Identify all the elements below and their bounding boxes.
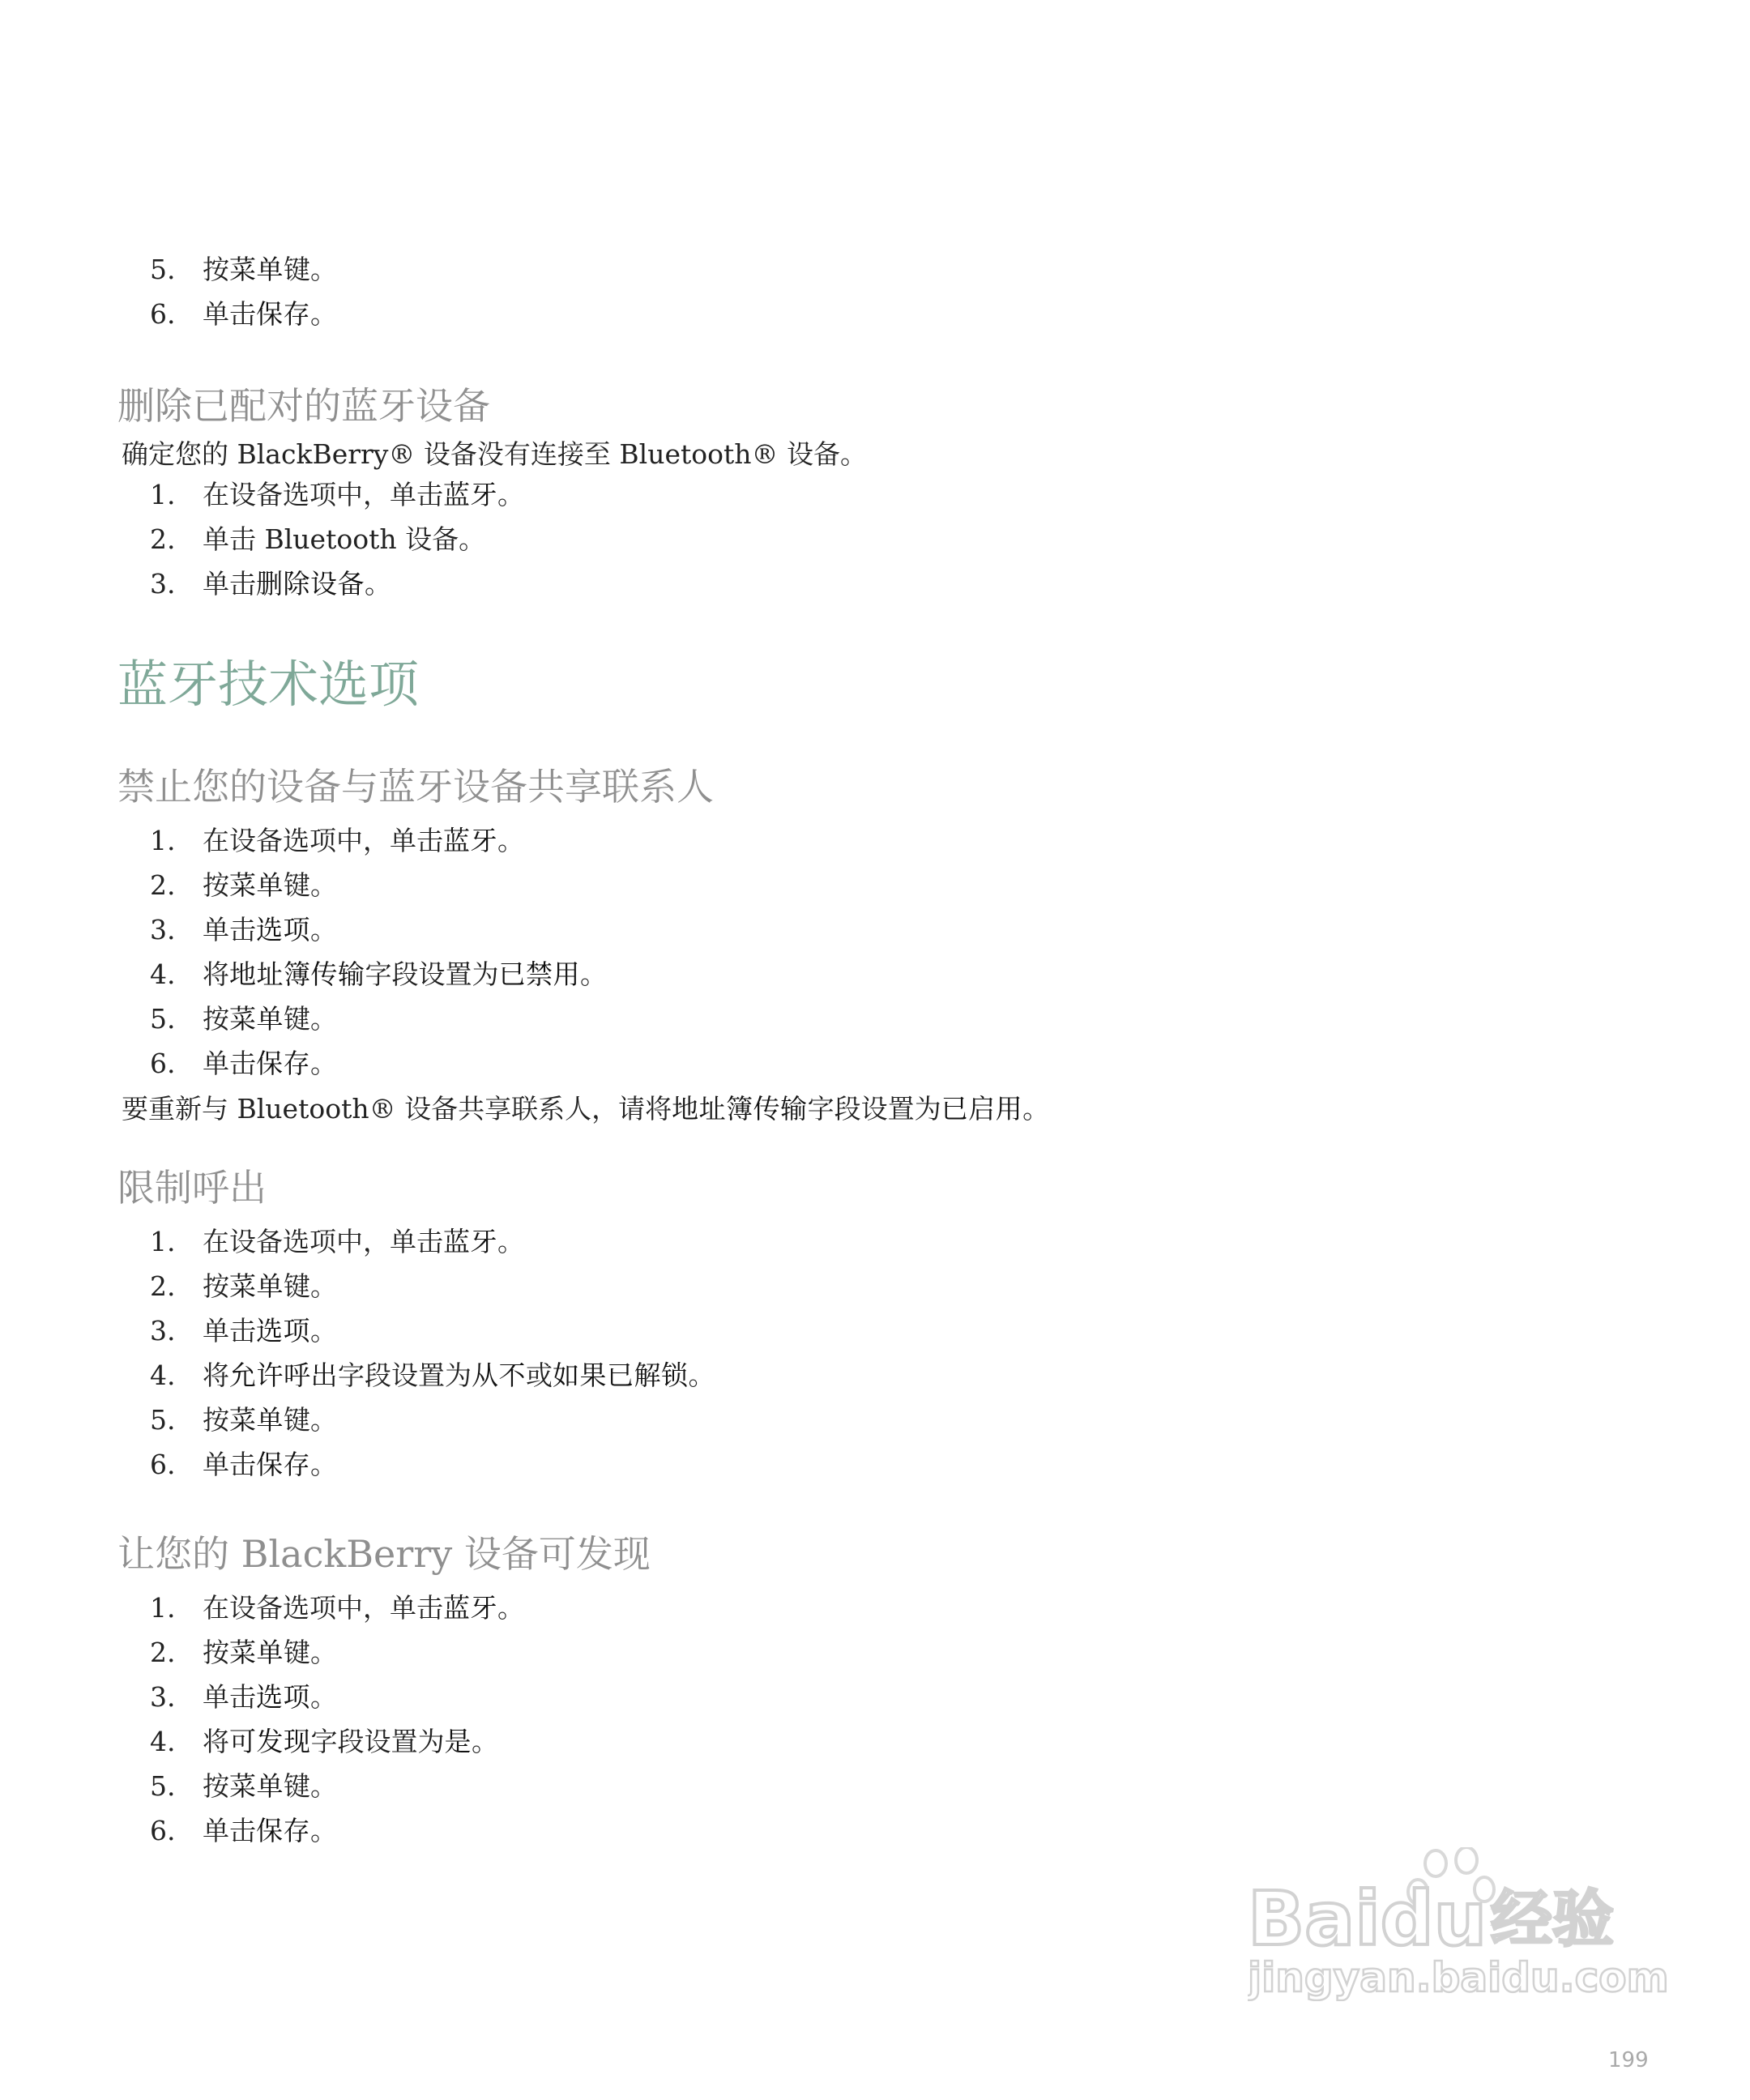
list-item: 6. 单击保存。 <box>150 298 337 330</box>
list-item: 1. 在设备选项中，单击蓝牙。 <box>150 1592 524 1624</box>
baidu-jingyan-watermark <box>1248 1847 1669 2001</box>
steps-list-continued <box>150 247 337 336</box>
section-title-restrict-calls: 限制呼出 <box>117 1166 267 1210</box>
list-item: 3. 单击选项。 <box>150 914 337 945</box>
svg-text:jingyan.baidu.com: jingyan.baidu.com <box>1248 1954 1669 2001</box>
list-item: 2. 单击 Bluetooth 设备。 <box>150 523 486 555</box>
list-item: 4. 将允许呼出字段设置为从不或如果已解锁。 <box>150 1359 715 1391</box>
list-item: 2. 按菜单键。 <box>150 1637 337 1668</box>
list-item: 5. 按菜单键。 <box>150 1003 337 1035</box>
list-item: 6. 单击保存。 <box>150 1048 337 1079</box>
list-item: 2. 按菜单键。 <box>150 1270 337 1302</box>
list-item: 4. 将可发现字段设置为是。 <box>150 1726 498 1757</box>
section-title-discoverable: 让您的 BlackBerry 设备可发现 <box>117 1532 651 1576</box>
list-item: 3. 单击选项。 <box>150 1315 337 1347</box>
list-item: 1. 在设备选项中，单击蓝牙。 <box>150 1226 524 1257</box>
section-intro: 确定您的 BlackBerry® 设备没有连接至 Bluetooth® 设备。 <box>122 438 867 470</box>
list-item: 1. 在设备选项中，单击蓝牙。 <box>150 479 524 510</box>
list-item: 2. 按菜单键。 <box>150 869 337 901</box>
steps-list-disable-sharing <box>150 818 607 1086</box>
section-title-disable-sharing: 禁止您的设备与蓝牙设备共享联系人 <box>117 765 714 809</box>
list-item: 6. 单击保存。 <box>150 1449 337 1480</box>
chapter-heading-bluetooth-options: 蓝牙技术选项 <box>117 655 420 714</box>
list-item: 4. 将地址簿传输字段设置为已禁用。 <box>150 958 607 990</box>
page-number: 199 <box>1608 2048 1649 2072</box>
steps-list-restrict-calls <box>150 1219 715 1487</box>
list-item: 5. 按菜单键。 <box>150 1404 337 1436</box>
section-title-delete-paired: 删除已配对的蓝牙设备 <box>117 384 490 428</box>
section-note: 要重新与 Bluetooth® 设备共享联系人，请将地址簿传输字段设置为已启用。 <box>122 1093 1050 1125</box>
steps-list-delete-paired <box>150 472 524 606</box>
list-item: 3. 单击删除设备。 <box>150 568 391 600</box>
list-item: 5. 按菜单键。 <box>150 1770 337 1802</box>
svg-text:经验: 经验 <box>1491 1883 1614 1955</box>
list-item: 1. 在设备选项中，单击蓝牙。 <box>150 825 524 856</box>
list-item: 6. 单击保存。 <box>150 1815 337 1846</box>
list-item: 5. 按菜单键。 <box>150 254 337 285</box>
svg-text:Baidu: Baidu <box>1248 1876 1488 1962</box>
list-item: 3. 单击选项。 <box>150 1681 337 1713</box>
steps-list-discoverable <box>150 1586 524 1853</box>
